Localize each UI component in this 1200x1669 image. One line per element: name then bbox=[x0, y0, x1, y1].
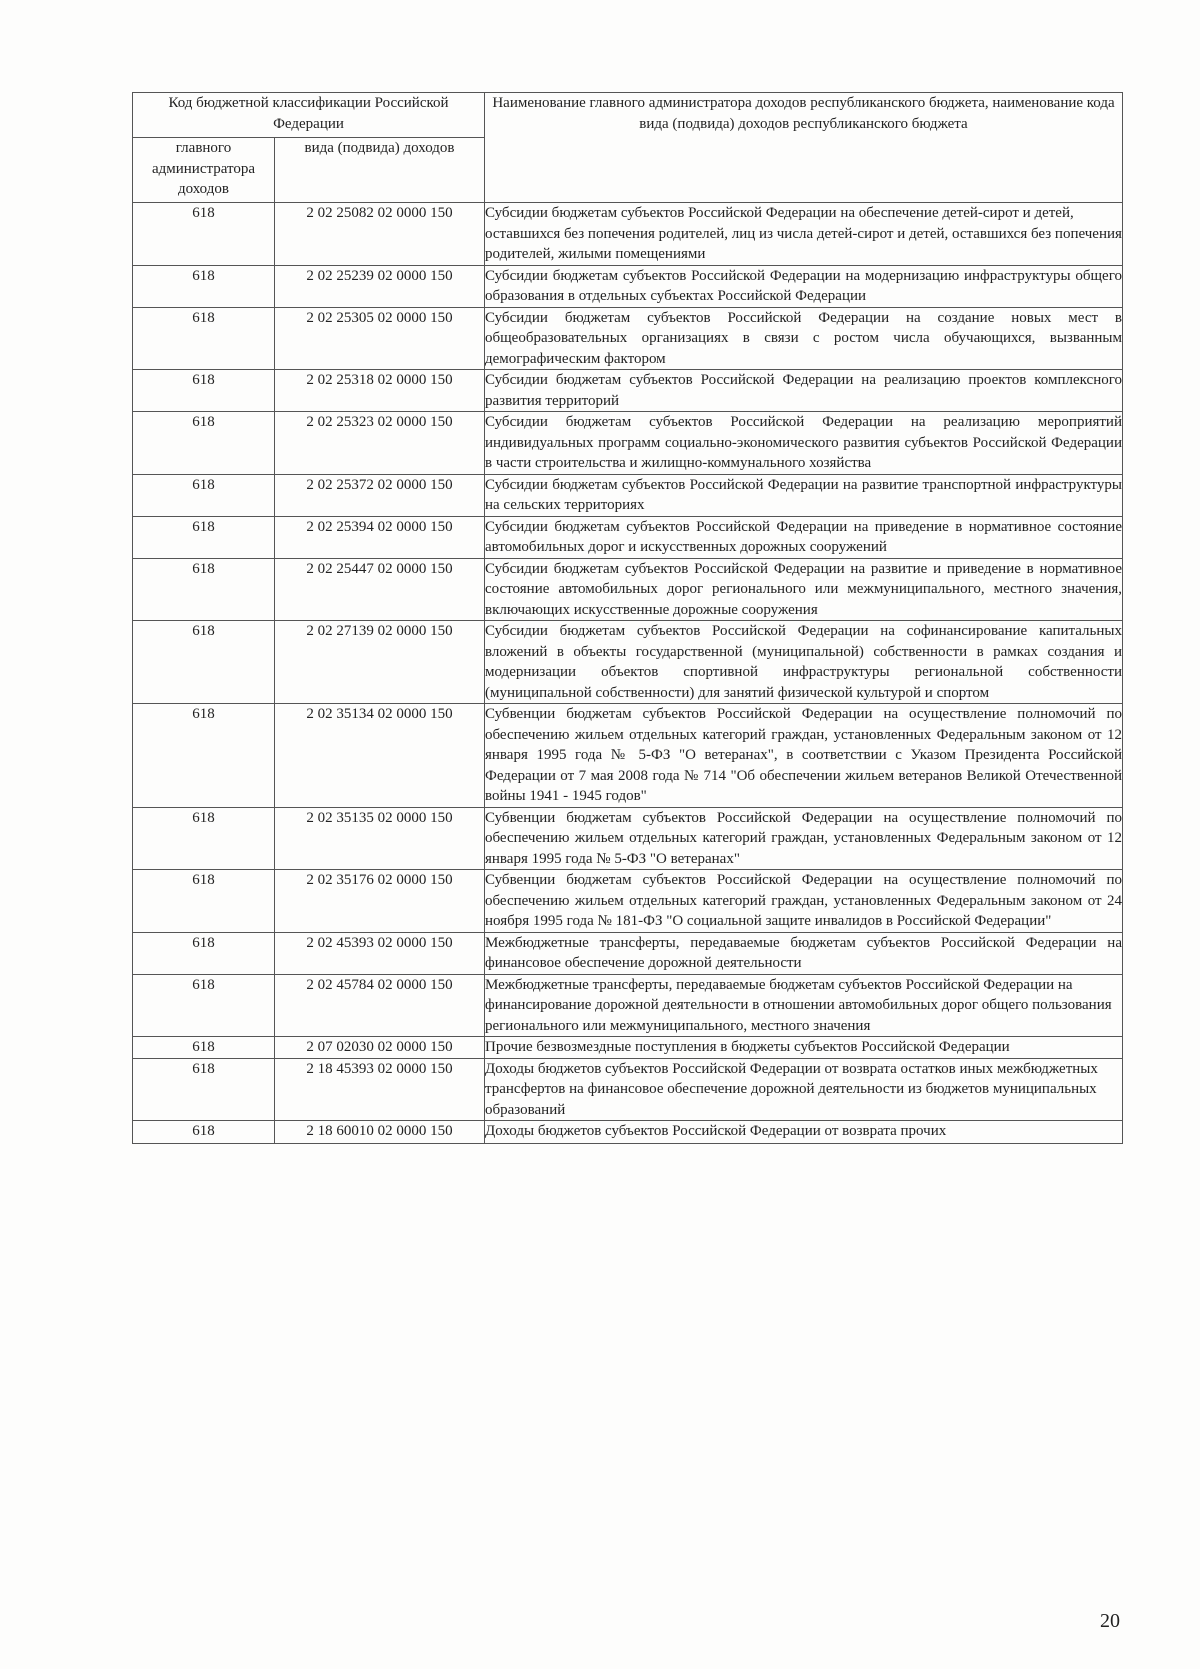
table-row bbox=[133, 974, 1123, 1037]
income-name-cell: Субвенции бюджетам субъектов Российской Федерации на осуществление полномочий по обеспечению жильем отдельных категорий граждан, установленных Федеральным законом от 12 января 1995 года № 5-ФЗ "О ветеранах", в соответствии с Указом Президента Российской Федерации от 7 мая 2008 года № 714 "Об обеспечении жильем ветеранов Великой Отечественной войны 1941 - 1945 годов" bbox=[485, 704, 1123, 808]
income-code-cell: 2 02 25082 02 0000 150 bbox=[275, 203, 485, 266]
income-code-cell: 2 02 25239 02 0000 150 bbox=[275, 265, 485, 307]
admin-code-cell: 618 bbox=[133, 932, 275, 974]
header-row-1 bbox=[133, 93, 1123, 138]
income-code-cell: 2 02 35134 02 0000 150 bbox=[275, 704, 485, 808]
income-name-cell: Субсидии бюджетам субъектов Российской Федерации на создание новых мест в общеобразовательных организациях в связи с ростом числа обучающихся, вызванным демографическим фактором bbox=[485, 307, 1123, 370]
admin-code-cell: 618 bbox=[133, 203, 275, 266]
admin-code-cell: 618 bbox=[133, 807, 275, 870]
income-code-cell: 2 02 25323 02 0000 150 bbox=[275, 412, 485, 475]
income-code-cell: 2 02 25372 02 0000 150 bbox=[275, 474, 485, 516]
admin-code-cell: 618 bbox=[133, 974, 275, 1037]
table-row bbox=[133, 870, 1123, 933]
table-row bbox=[133, 412, 1123, 475]
income-code-cell: 2 18 60010 02 0000 150 bbox=[275, 1121, 485, 1144]
table-row bbox=[133, 370, 1123, 412]
admin-code-cell: 618 bbox=[133, 265, 275, 307]
admin-code-cell: 618 bbox=[133, 1058, 275, 1121]
table-row bbox=[133, 265, 1123, 307]
income-name-cell: Субсидии бюджетам субъектов Российской Федерации на реализацию проектов комплексного развития территорий bbox=[485, 370, 1123, 412]
income-name-cell: Субсидии бюджетам субъектов Российской Федерации на софинансирование капитальных вложений в объекты государственной (муниципальной) собственности в рамках создания и модернизации объектов спортивной инфраструктуры региональной собственности (муниципальной собственности) для занятий физической культурой и спортом bbox=[485, 621, 1123, 704]
income-code-cell: 2 02 27139 02 0000 150 bbox=[275, 621, 485, 704]
income-name-cell: Субсидии бюджетам субъектов Российской Федерации на приведение в нормативное состояние автомобильных дорог и искусственных дорожных сооружений bbox=[485, 516, 1123, 558]
income-code-cell: 2 02 35135 02 0000 150 bbox=[275, 807, 485, 870]
admin-code-cell: 618 bbox=[133, 870, 275, 933]
income-name-cell: Субсидии бюджетам субъектов Российской Федерации на развитие транспортной инфраструктуры на сельских территориях bbox=[485, 474, 1123, 516]
page-number: 20 bbox=[1100, 1610, 1120, 1632]
admin-code-cell: 618 bbox=[133, 621, 275, 704]
table-row bbox=[133, 558, 1123, 621]
income-name-cell: Субсидии бюджетам субъектов Российской Федерации на обеспечение детей-сирот и детей, оставшихся без попечения родителей, лиц из числа детей-сирот и детей, оставшихся без попечения родителей, жилыми помещениями bbox=[485, 203, 1123, 266]
income-code-cell: 2 02 45393 02 0000 150 bbox=[275, 932, 485, 974]
income-code-cell: 2 07 02030 02 0000 150 bbox=[275, 1037, 485, 1059]
income-code-cell: 2 18 45393 02 0000 150 bbox=[275, 1058, 485, 1121]
table-row bbox=[133, 1058, 1123, 1121]
header-name-title: Наименование главного администратора доходов республиканского бюджета, наименование кода вида (подвида) доходов республиканского бюджета bbox=[485, 93, 1123, 203]
income-name-cell: Субсидии бюджетам субъектов Российской Федерации на реализацию мероприятий индивидуальных программ социально-экономического развития субъектов Российской Федерации в части строительства и жилищно-коммунального хозяйства bbox=[485, 412, 1123, 475]
table-row bbox=[133, 307, 1123, 370]
income-name-cell: Прочие безвозмездные поступления в бюджеты субъектов Российской Федерации bbox=[485, 1037, 1123, 1059]
admin-code-cell: 618 bbox=[133, 704, 275, 808]
income-name-cell: Субсидии бюджетам субъектов Российской Федерации на развитие и приведение в нормативное состояние автомобильных дорог регионального или межмуниципального, местного значения, включающих искусственные дорожные сооружения bbox=[485, 558, 1123, 621]
admin-code-cell: 618 bbox=[133, 1037, 275, 1059]
header-admin-col: главного администратора доходов bbox=[133, 138, 275, 203]
income-name-cell: Межбюджетные трансферты, передаваемые бюджетам субъектов Российской Федерации на финансирование дорожной деятельности в отношении автомобильных дорог общего пользования регионального или межмуниципального, местного значения bbox=[485, 974, 1123, 1037]
table-row bbox=[133, 704, 1123, 808]
admin-code-cell: 618 bbox=[133, 412, 275, 475]
table-row bbox=[133, 1037, 1123, 1059]
income-code-cell: 2 02 45784 02 0000 150 bbox=[275, 974, 485, 1037]
income-code-cell: 2 02 25318 02 0000 150 bbox=[275, 370, 485, 412]
header-group-title: Код бюджетной классификации Российской Федерации bbox=[133, 93, 485, 138]
table-row bbox=[133, 474, 1123, 516]
table-row bbox=[133, 807, 1123, 870]
budget-classification-table bbox=[132, 92, 1123, 1144]
table-row bbox=[133, 1121, 1123, 1144]
income-name-cell: Субвенции бюджетам субъектов Российской Федерации на осуществление полномочий по обеспечению жильем отдельных категорий граждан, установленных Федеральным законом от 12 января 1995 года № 5-ФЗ "О ветеранах" bbox=[485, 807, 1123, 870]
admin-code-cell: 618 bbox=[133, 370, 275, 412]
admin-code-cell: 618 bbox=[133, 307, 275, 370]
table-row bbox=[133, 203, 1123, 266]
admin-code-cell: 618 bbox=[133, 474, 275, 516]
income-name-cell: Субвенции бюджетам субъектов Российской Федерации на осуществление полномочий по обеспечению жильем отдельных категорий граждан, установленных Федеральным законом от 24 ноября 1995 года № 181-ФЗ "О социальной защите инвалидов в Российской Федерации" bbox=[485, 870, 1123, 933]
income-code-cell: 2 02 25394 02 0000 150 bbox=[275, 516, 485, 558]
income-name-cell: Доходы бюджетов субъектов Российской Федерации от возврата остатков иных межбюджетных трансфертов на финансовое обеспечение дорожной деятельности из бюджетов муниципальных образований bbox=[485, 1058, 1123, 1121]
admin-code-cell: 618 bbox=[133, 558, 275, 621]
header-code-col: вида (подвида) доходов bbox=[275, 138, 485, 203]
table-row bbox=[133, 516, 1123, 558]
admin-code-cell: 618 bbox=[133, 516, 275, 558]
table-row bbox=[133, 932, 1123, 974]
income-code-cell: 2 02 25305 02 0000 150 bbox=[275, 307, 485, 370]
admin-code-cell: 618 bbox=[133, 1121, 275, 1144]
income-code-cell: 2 02 25447 02 0000 150 bbox=[275, 558, 485, 621]
income-name-cell: Субсидии бюджетам субъектов Российской Федерации на модернизацию инфраструктуры общего образования в отдельных субъектах Российской Федерации bbox=[485, 265, 1123, 307]
table-row bbox=[133, 621, 1123, 704]
income-name-cell: Межбюджетные трансферты, передаваемые бюджетам субъектов Российской Федерации на финансовое обеспечение дорожной деятельности bbox=[485, 932, 1123, 974]
income-name-cell: Доходы бюджетов субъектов Российской Федерации от возврата прочих bbox=[485, 1121, 1123, 1144]
income-code-cell: 2 02 35176 02 0000 150 bbox=[275, 870, 485, 933]
